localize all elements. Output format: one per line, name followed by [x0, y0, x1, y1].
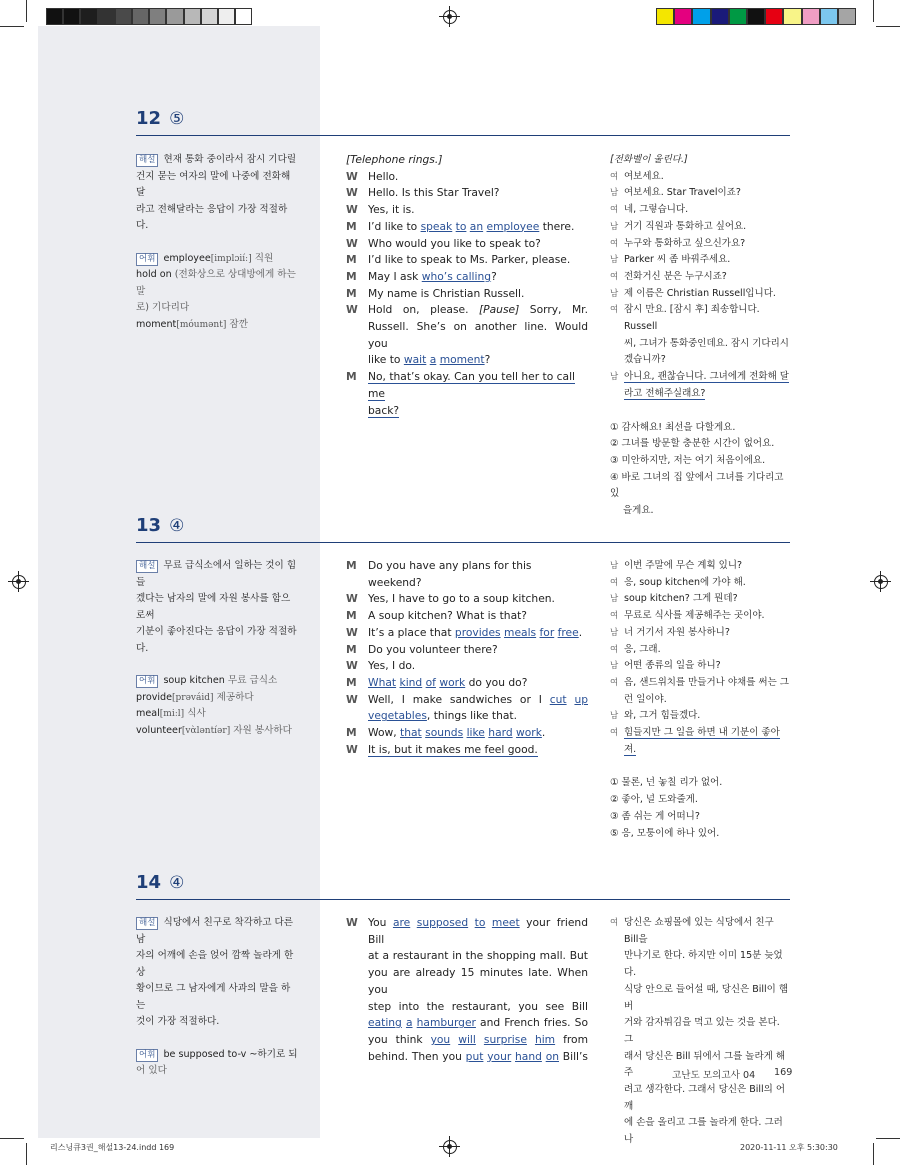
script-line: W Well, I make sandwiches or I cut up — [346, 692, 588, 706]
question-13-heading — [136, 515, 184, 536]
script-line: 여 당신은 쇼핑몰에 있는 식당에서 친구 Bill을 — [610, 917, 774, 945]
vocab-word: soup kitchen — [163, 675, 225, 686]
option-line: ④ 바로 그녀의 집 앞에서 그녀를 기다리고 있 — [610, 471, 784, 500]
crop-mark — [26, 0, 27, 22]
page-number: 169 — [774, 1067, 793, 1078]
explanation-line: 겠다는 남자의 말에 자원 봉사를 함으로써 — [136, 593, 291, 621]
eohwi-tag: 어휘 — [136, 1049, 158, 1062]
script-line: W Hello. Is this Star Travel? — [346, 186, 500, 200]
answer-line: 여 힘들지만 그 일을 하면 내 기분이 좋아져. — [610, 727, 780, 755]
script-line: at a restaurant in the shopping mall. But — [368, 949, 588, 963]
q12-english-script — [346, 152, 588, 419]
vocab-meaning: 어 있다 — [136, 1065, 167, 1076]
print-timestamp: 2020-11-11 오후 5:30:30 — [740, 1143, 838, 1152]
script-line: 여 여보세요. — [610, 170, 664, 182]
section-rule — [136, 542, 790, 543]
answer-line: back? — [368, 403, 400, 417]
crop-mark — [26, 1143, 27, 1165]
q12-korean-script — [610, 152, 790, 520]
q14-english-script — [346, 915, 588, 1065]
gray-swatch — [132, 8, 149, 25]
gray-swatch — [218, 8, 235, 25]
explanation-line: 건지 묻는 여자의 말에 나중에 전화해 달 — [136, 170, 291, 198]
script-line: you think you will surprise him from — [368, 1032, 588, 1046]
script-line: W Who would you like to speak to? — [346, 236, 541, 250]
haeseol-tag: 해설 — [136, 154, 158, 167]
gray-swatch — [201, 8, 218, 25]
script-line: 여 음, 샌드위치를 만들거나 야채를 써는 그 — [610, 676, 789, 688]
color-swatch — [747, 8, 765, 25]
script-line: M Wow, that sounds like hard work. — [346, 726, 546, 740]
question-14-heading — [136, 872, 184, 893]
file-slug: 리스닝큐3권_해설13-24.indd 169 — [50, 1143, 175, 1152]
gray-swatch — [80, 8, 97, 25]
script-line: Russell. She’s on another line. Would you — [368, 320, 588, 350]
script-line: 남 너 거기서 자원 봉사하니? — [610, 626, 730, 638]
q13-explanation — [136, 558, 298, 739]
script-line: vegetables, things like that. — [368, 709, 517, 723]
answer-line: 남 아니요, 괜찮습니다. 그녀에게 전화해 달 — [610, 371, 789, 383]
script-line: W You are supposed to meet your friend Bill — [346, 916, 588, 946]
gray-swatch — [115, 8, 132, 25]
script-line: 겠습니까? — [624, 354, 666, 366]
crop-mark — [876, 1138, 900, 1139]
script-line: 남 제 이름은 Christian Russell입니다. — [610, 287, 776, 299]
explanation-line: 라고 전해달라는 응답이 가장 적절하다. — [136, 203, 288, 231]
vocab-pron: [miːl] — [159, 709, 185, 719]
crop-mark — [873, 0, 874, 22]
stage-direction: [Telephone rings.] — [346, 153, 443, 166]
gray-swatch — [63, 8, 80, 25]
script-line: W Yes, it is. — [346, 203, 415, 217]
question-number: 13 — [136, 515, 162, 536]
option-line: ① 감사해요! 최선을 다할게요. — [610, 421, 736, 433]
answer-line: M No, that’s okay. Can you tell her to call me — [346, 370, 576, 400]
script-line: M May I ask who’s calling? — [346, 269, 497, 283]
vocab-word: moment — [136, 318, 177, 330]
explanation-line: 기분이 좋아진다는 응답이 가장 적절하다. — [136, 626, 297, 654]
script-line: M I’d like to speak to an employee there. — [346, 219, 575, 233]
script-line: M What kind of work do you do? — [346, 675, 528, 689]
script-line: 남 soup kitchen? 그게 뭔데? — [610, 593, 738, 605]
vocab-pron: [prəváid] — [172, 692, 214, 703]
section-rule — [136, 899, 790, 900]
option-line: ⑤ 응, 모퉁이에 하나 있어. — [610, 827, 720, 839]
question-number: 14 — [136, 872, 162, 893]
option-line: ① 물론, 넌 놓칠 리가 없어. — [610, 777, 723, 789]
answer-mark: ④ — [169, 516, 185, 536]
script-line: 식당 안으로 들어설 때, 당신은 Bill이 햄버 — [624, 983, 789, 1012]
gray-swatch — [46, 8, 63, 25]
gray-swatch — [149, 8, 166, 25]
explanation-line: 자의 어깨에 손을 얹어 깜짝 놀라게 한 상 — [136, 950, 294, 978]
script-line: W Hold on, please. [Pause] Sorry, Mr. — [346, 303, 588, 317]
running-footer-title: 고난도 모의고사 04 — [672, 1070, 756, 1081]
script-line: 남 여보세요. Star Travel이죠? — [610, 187, 741, 199]
registration-mark-bottom — [443, 1140, 457, 1154]
script-line: step into the restaurant, you see Bill — [368, 999, 588, 1013]
vocab-meaning: 직원 — [254, 252, 274, 264]
script-line: 여 네, 그렇습니다. — [610, 204, 689, 216]
section-rule — [136, 135, 790, 136]
color-swatch — [674, 8, 692, 25]
script-line: W Yes, I have to go to a soup kitchen. — [346, 592, 555, 606]
haeseol-tag: 해설 — [136, 917, 158, 930]
explanation-line: 식당에서 친구로 착각하고 다른 남 — [136, 917, 294, 945]
crop-mark — [0, 1138, 24, 1139]
answer-mark: ⑤ — [169, 109, 185, 129]
script-line: 남 Parker 씨 좀 바꿔주세요. — [610, 254, 731, 266]
vocab-meaning: 제공하다 — [216, 691, 254, 703]
option-line: ③ 좀 쉬는 게 어떠니? — [610, 810, 700, 822]
q12-explanation — [136, 152, 298, 333]
script-line: M My name is Christian Russell. — [346, 286, 525, 300]
script-line: 씨, 그녀가 통화중인데요. 잠시 기다리시 — [624, 337, 789, 349]
vocab-meaning: 식사 — [187, 708, 206, 719]
script-line: 남 어떤 종류의 일을 하니? — [610, 660, 721, 672]
script-line: 려고 생각한다. 그래서 당신은 Bill의 어깨 — [624, 1084, 786, 1112]
script-line: behind. Then you put your hand on Bill’s — [368, 1049, 588, 1063]
explanation-line: 현재 통화 중이라서 잠시 기다릴 — [163, 154, 297, 165]
script-line: 래서 당신은 Bill 뒤에서 그를 놀라게 해주 — [624, 1050, 786, 1079]
crop-mark — [876, 26, 900, 27]
vocab-meaning: 무료 급식소 — [227, 675, 278, 686]
script-line: 여 누구와 통화하고 싶으신가요? — [610, 237, 746, 249]
script-line: W Hello. — [346, 169, 399, 183]
script-line: M Do you have any plans for this weekend? — [346, 559, 532, 589]
answer-line: 라고 전해주실래요? — [624, 387, 706, 399]
registration-mark-top — [443, 10, 457, 24]
script-line: 여 잠시 만요. [잠시 후] 죄송합니다. Russell — [610, 304, 760, 333]
script-line: 남 이번 주말에 무슨 계획 있니? — [610, 560, 743, 571]
vocab-word: be supposed to-v ~하기로 되 — [163, 1048, 298, 1060]
color-swatch — [729, 8, 747, 25]
vocab-word: provide — [136, 691, 173, 703]
vocab-word: employee — [163, 252, 211, 264]
color-swatch — [656, 8, 674, 25]
script-line: 런 일이야. — [624, 693, 667, 705]
script-line: M Do you volunteer there? — [346, 642, 498, 656]
vocab-pron: [implɔiíː] — [210, 253, 252, 264]
gray-swatch — [235, 8, 252, 25]
question-12-heading — [136, 108, 184, 129]
color-swatch — [802, 8, 820, 25]
explanation-line: 무료 급식소에서 일하는 것이 힘들 — [136, 560, 297, 588]
script-line: like to wait a moment? — [368, 353, 491, 367]
q13-korean-script — [610, 558, 790, 842]
explanation-line: 황이므로 그 남자에게 사과의 말을 하는 — [136, 983, 291, 1011]
color-swatch — [820, 8, 838, 25]
script-line: 거와 감자튀김을 먹고 있는 것을 본다. 그 — [624, 1017, 780, 1045]
eohwi-tag: 어휘 — [136, 253, 158, 266]
script-line: 남 와, 그거 힘들겠다. — [610, 710, 701, 722]
script-line: 여 무료로 식사를 제공해주는 곳이야. — [610, 610, 765, 622]
color-swatch — [711, 8, 729, 25]
color-swatch — [692, 8, 710, 25]
registration-mark-right — [874, 575, 888, 589]
script-line: 여 응, soup kitchen에 가야 해. — [610, 576, 746, 588]
script-line: W It’s a place that provides meals for free. — [346, 625, 583, 639]
haeseol-tag: 해설 — [136, 560, 158, 573]
vocab-meaning: 자원 봉사하다 — [233, 724, 292, 736]
vocab-word: hold on — [136, 269, 172, 280]
option-line: ③ 미안하지만, 저는 여기 처음이에요. — [610, 454, 766, 466]
q14-korean-script — [610, 915, 793, 1149]
vocab-word: volunteer — [136, 724, 182, 736]
eohwi-tag: 어휘 — [136, 675, 158, 688]
script-line: M A soup kitchen? What is that? — [346, 609, 527, 623]
answer-mark: ④ — [169, 873, 185, 893]
option-line: ② 그녀를 방문할 충분한 시간이 없어요. — [610, 438, 775, 450]
registration-mark-left — [12, 575, 26, 589]
script-line: 여 응, 그래. — [610, 643, 661, 655]
q13-english-script — [346, 558, 588, 758]
q14-explanation — [136, 915, 298, 1080]
vocab-meaning: (전화상으로 상대방에게 하는 말 — [136, 269, 296, 297]
gray-swatch — [98, 8, 115, 25]
crop-mark — [0, 26, 24, 27]
vocab-pron: [vὰləntíər] — [181, 725, 231, 736]
color-swatch — [783, 8, 801, 25]
gray-swatch — [166, 8, 183, 25]
script-line: W Yes, I do. — [346, 659, 416, 673]
vocab-meaning: 로) 기다리다 — [136, 302, 190, 313]
color-swatch — [765, 8, 783, 25]
script-line: 남 거기 직원과 통화하고 싶어요. — [610, 220, 747, 232]
option-line: ② 좋아, 널 도와줄게. — [610, 794, 698, 806]
explanation-line: 것이 가장 적절하다. — [136, 1016, 220, 1027]
vocab-meaning: 잠깐 — [229, 318, 248, 330]
script-line: 만나기로 한다. 하지만 이미 15분 늦었다. — [624, 950, 783, 979]
answer-line: W It is, but it makes me feel good. — [346, 742, 538, 756]
script-line: eating a hamburger and French fries. So — [368, 1016, 588, 1030]
script-line: 에 손을 올리고 그를 놀라게 한다. 그러나 — [624, 1117, 783, 1146]
color-swatch — [838, 8, 856, 25]
option-line: 을게요. — [623, 505, 654, 517]
vocab-word: meal — [136, 708, 160, 719]
crop-mark — [873, 1143, 874, 1165]
stage-direction: [전화벨이 울린다.] — [610, 154, 688, 165]
script-line: you are already 15 minutes late. When you — [368, 966, 588, 996]
gray-swatch — [184, 8, 201, 25]
question-number: 12 — [136, 108, 162, 129]
script-line: M I’d like to speak to Ms. Parker, please. — [346, 253, 571, 267]
vocab-pron: [móumənt] — [176, 319, 227, 330]
script-line: 여 전화거신 분은 누구시죠? — [610, 270, 727, 282]
